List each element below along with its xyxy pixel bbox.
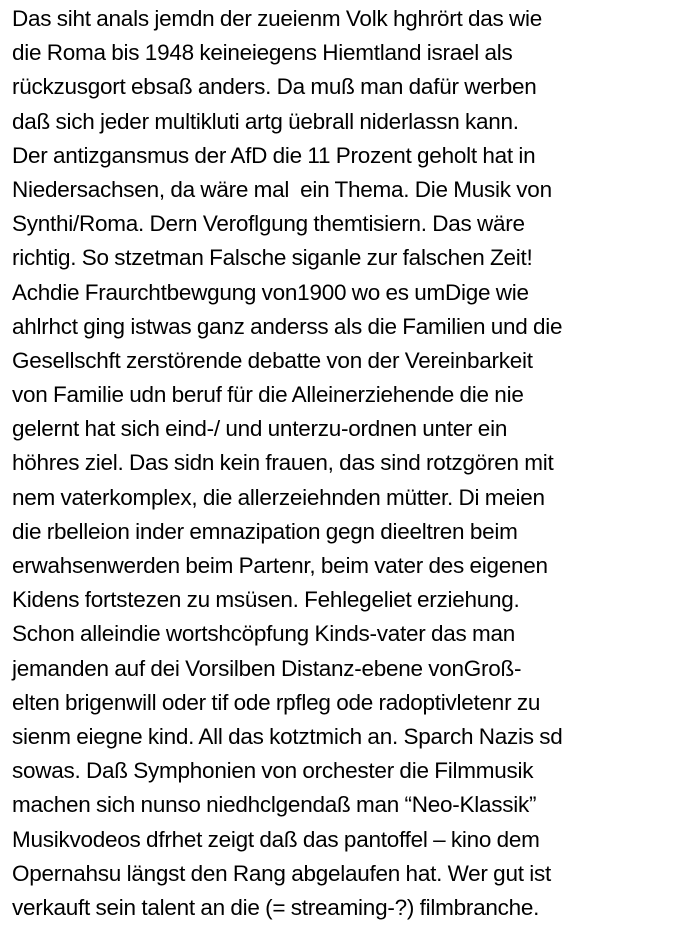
text-line: Opernahsu längst den Rang abgelaufen hat. Wer gut ist — [12, 860, 551, 886]
text-line: sienm eiegne kind. All das kotztmich an. Sparch Nazis sd — [12, 723, 563, 749]
text-line: ahlrhct ging istwas ganz anderss als die Familien und die — [12, 313, 563, 339]
text-line: Musikvodeos dfrhet zeigt daß das pantoffel – kino dem — [12, 826, 540, 852]
text-line: daß sich jeder multikluti artg üebrall niderlassn kann. — [12, 108, 519, 134]
text-line: elten brigenwill oder tif ode rpfleg ode radoptivletenr zu — [12, 689, 541, 715]
text-line: rückzusgort ebsaß anders. Da muß man dafür werben — [12, 74, 537, 100]
text-line: Schon alleindie wortshcöpfung Kinds-vater das man — [12, 621, 516, 647]
text-line: machen sich nunso niedhclgendaß man “Neo-Klassik” — [12, 792, 537, 818]
text-line: Kidens fortstezen zu msüsen. Fehlegeliet erziehung. — [12, 587, 520, 613]
text-line: Niedersachsen, da wäre mal ein Thema. Die Musik von — [12, 176, 552, 202]
text-line: erwahsenwerden beim Partenr, beim vater des eigenen — [12, 553, 548, 578]
text-line: sowas. Daß Symphonien von orchester die Filmmusik — [12, 758, 534, 784]
text-line: die Roma bis 1948 keineiegens Hiemtland israel als — [12, 40, 513, 66]
text-line: Achdie Fraurchtbewgung von1900 wo es umDige wie — [12, 279, 529, 305]
text-line: gelernt hat sich eind-/ und unterzu-ordnen unter ein — [12, 416, 508, 442]
text-line: verkauft sein talent an die (= streaming-?) filmbranche. — [12, 894, 540, 920]
text-line: die rbelleion inder emnazipation gegn dieeltren beim — [12, 518, 518, 544]
text-line: Gesellschft zerstörende debatte von der Vereinbarkeit — [12, 347, 533, 373]
text-line: jemanden auf dei Vorsilben Distanz-ebene vonGroß- — [12, 655, 522, 681]
text-line: richtig. So stzetman Falsche siganle zur falschen Zeit! — [12, 245, 533, 271]
text-line: von Familie udn beruf für die Alleinerziehende die nie — [12, 382, 524, 408]
text-line: Der antizgansmus der AfD die 11 Prozent geholt hat in — [12, 142, 536, 168]
text-line: Synthi/Roma. Dern Veroflgung themtisiern. Das wäre — [12, 211, 525, 237]
text-line: Das siht anals jemdn der zueienm Volk hghrört das wie — [12, 6, 543, 31]
body-text — [12, 2, 680, 925]
text-line: nem vaterkomplex, die allerzeiehnden mütter. Di meien — [12, 484, 545, 510]
text-line: höhres ziel. Das sidn kein frauen, das sind rotzgören mit — [12, 450, 554, 476]
